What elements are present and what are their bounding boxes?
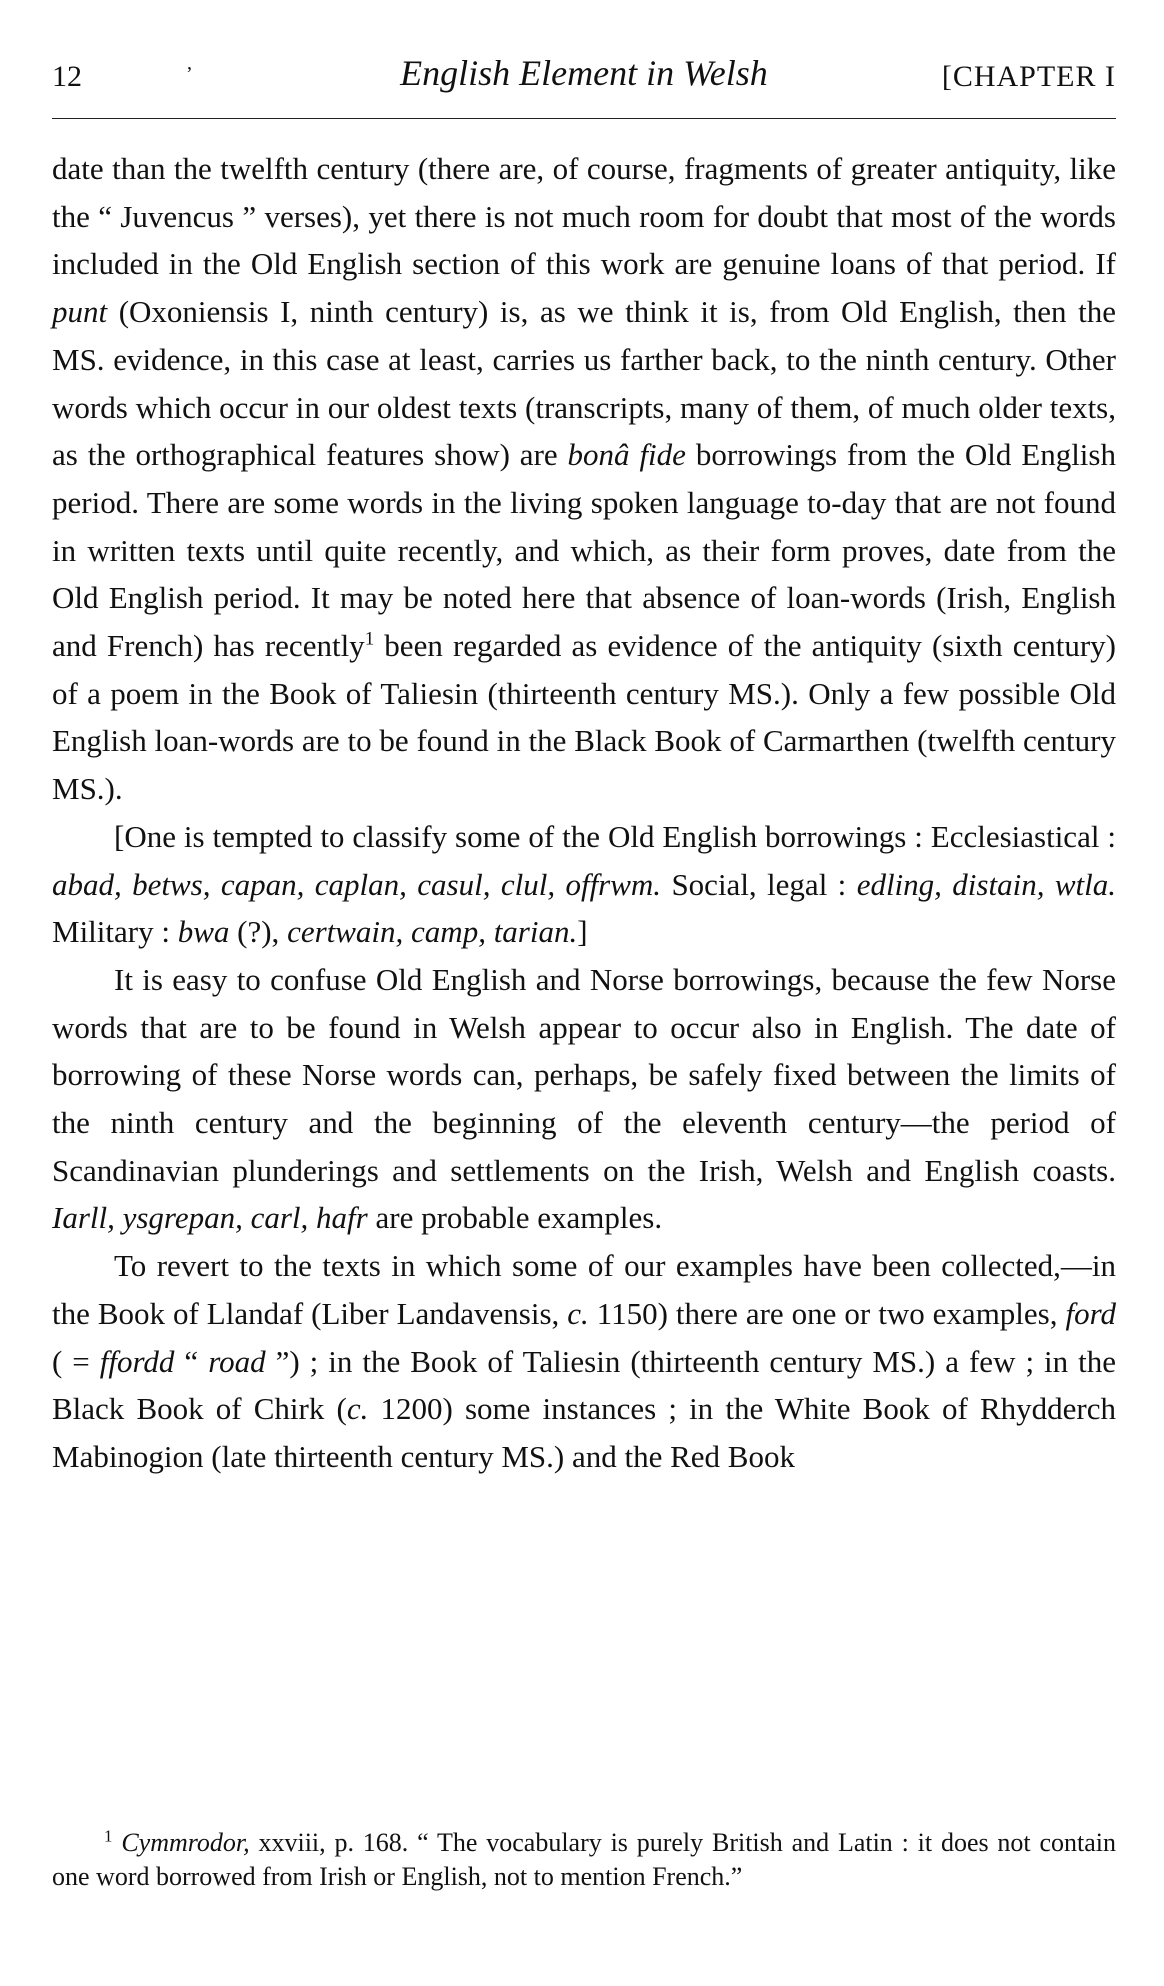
italic-text: edling, distain, wtla.: [856, 866, 1116, 902]
paragraph: [52, 956, 1116, 1242]
italic-text: Cymmrodor,: [121, 1828, 250, 1857]
text-run: ( =: [52, 1343, 100, 1379]
body-text: [52, 145, 1116, 1481]
text-run: been regarded as evidence of the antiquity (sixth century) of a poem in the Book of Taliesin (thirteenth century MS.). Only a few possible Old English loan-words are to be found in the Black Book of Carmarthen (twelfth century MS.).: [52, 628, 1116, 807]
text-run: ]: [577, 914, 588, 950]
italic-text: ford: [1065, 1295, 1117, 1331]
footnote-ref: 1: [364, 628, 375, 650]
text-run: borrowings from the Old English period. There are some words in the living spoken language to-day that are not found in written texts until quite recently, and which, as their form proves, date from the Old English period. It may be noted here that absence of loan-words (Irish, English and French) has recently: [52, 437, 1116, 664]
text-run: (?),: [229, 914, 288, 950]
running-header: [52, 52, 1116, 102]
text-run: To revert to the texts in which some of our examples have been collected,—in the Book of Llandaf (Liber Landavensis,: [52, 1248, 1116, 1331]
page-number: 12: [52, 60, 82, 93]
italic-text: c.: [567, 1295, 589, 1331]
text-run: [113, 1828, 122, 1857]
text-run: Military :: [52, 914, 178, 950]
italic-text: punt: [52, 294, 108, 330]
text-run: ”) ; in the Book of Taliesin (thirteenth century MS.) a few ; in the Black Book of Chirk (: [52, 1343, 1117, 1427]
italic-text: certwain, camp, tarian.: [287, 914, 578, 950]
text-run: 1200) some instances ; in the White Book of Rhydderch Mabinogion (late thirteenth century MS.) and the Red Book: [52, 1391, 1116, 1474]
italic-text: c.: [346, 1391, 369, 1427]
paragraph: [52, 813, 1116, 956]
text-run: xxviii, p. 168. “ The vocabulary is purely British and Latin : it does not contain one word borrowed from Irish or English, not to mention French.”: [52, 1828, 1116, 1891]
text-run: [One is tempted to classify some of the Old English borrowings : Ecclesiastical :: [114, 818, 1116, 854]
header-rule: [52, 118, 1116, 119]
text-run: Social, legal :: [661, 866, 857, 902]
paragraph: [52, 145, 1116, 813]
text-run: 1150) there are one or two examples,: [588, 1295, 1066, 1331]
stray-mark: ,: [187, 52, 192, 74]
chapter-label: [CHAPTER I: [941, 60, 1116, 93]
footnote: [52, 1826, 1116, 1894]
text-run: (Oxoniensis I, ninth century) is, as we think it is, from Old English, then the MS. evidence, in this case at least, carries us farther back, to the ninth century. Other words which occur in our oldest texts (transcripts, many of them, of much older texts, as the orthographical features show) are: [52, 294, 1116, 473]
text-run: are probable examples.: [367, 1200, 663, 1236]
italic-text: ffordd: [99, 1343, 175, 1379]
text-run: date than the twelfth century (there are, of course, fragments of greater antiquity, like the “ Juvencus ” verses), yet there is not much room for doubt that most of the words included in the Old English section of this work are genuine loans of that period. If: [52, 151, 1116, 282]
paragraph: [52, 1242, 1116, 1481]
italic-text: Iarll, ysgrepan, carl, hafr: [52, 1200, 368, 1236]
italic-text: abad, betws, capan, caplan, casul, clul, offrwm.: [52, 866, 662, 902]
footnote-ref: 1: [104, 1826, 113, 1846]
text-run: “: [174, 1343, 209, 1379]
running-title: English Element in Welsh: [400, 53, 768, 93]
italic-text: bwa: [177, 914, 230, 950]
text-run: It is easy to confuse Old English and Norse borrowings, because the few Norse words that are to be found in Welsh appear to occur also in English. The date of borrowing of these Norse words can, perhaps, be safely fixed between the limits of the ninth century and the beginning of the eleventh century—the period of Scandinavian plunderings and settlements on the Irish, Welsh and English coasts.: [52, 961, 1116, 1188]
italic-text: road: [208, 1343, 266, 1379]
italic-text: bonâ fide: [567, 437, 686, 473]
